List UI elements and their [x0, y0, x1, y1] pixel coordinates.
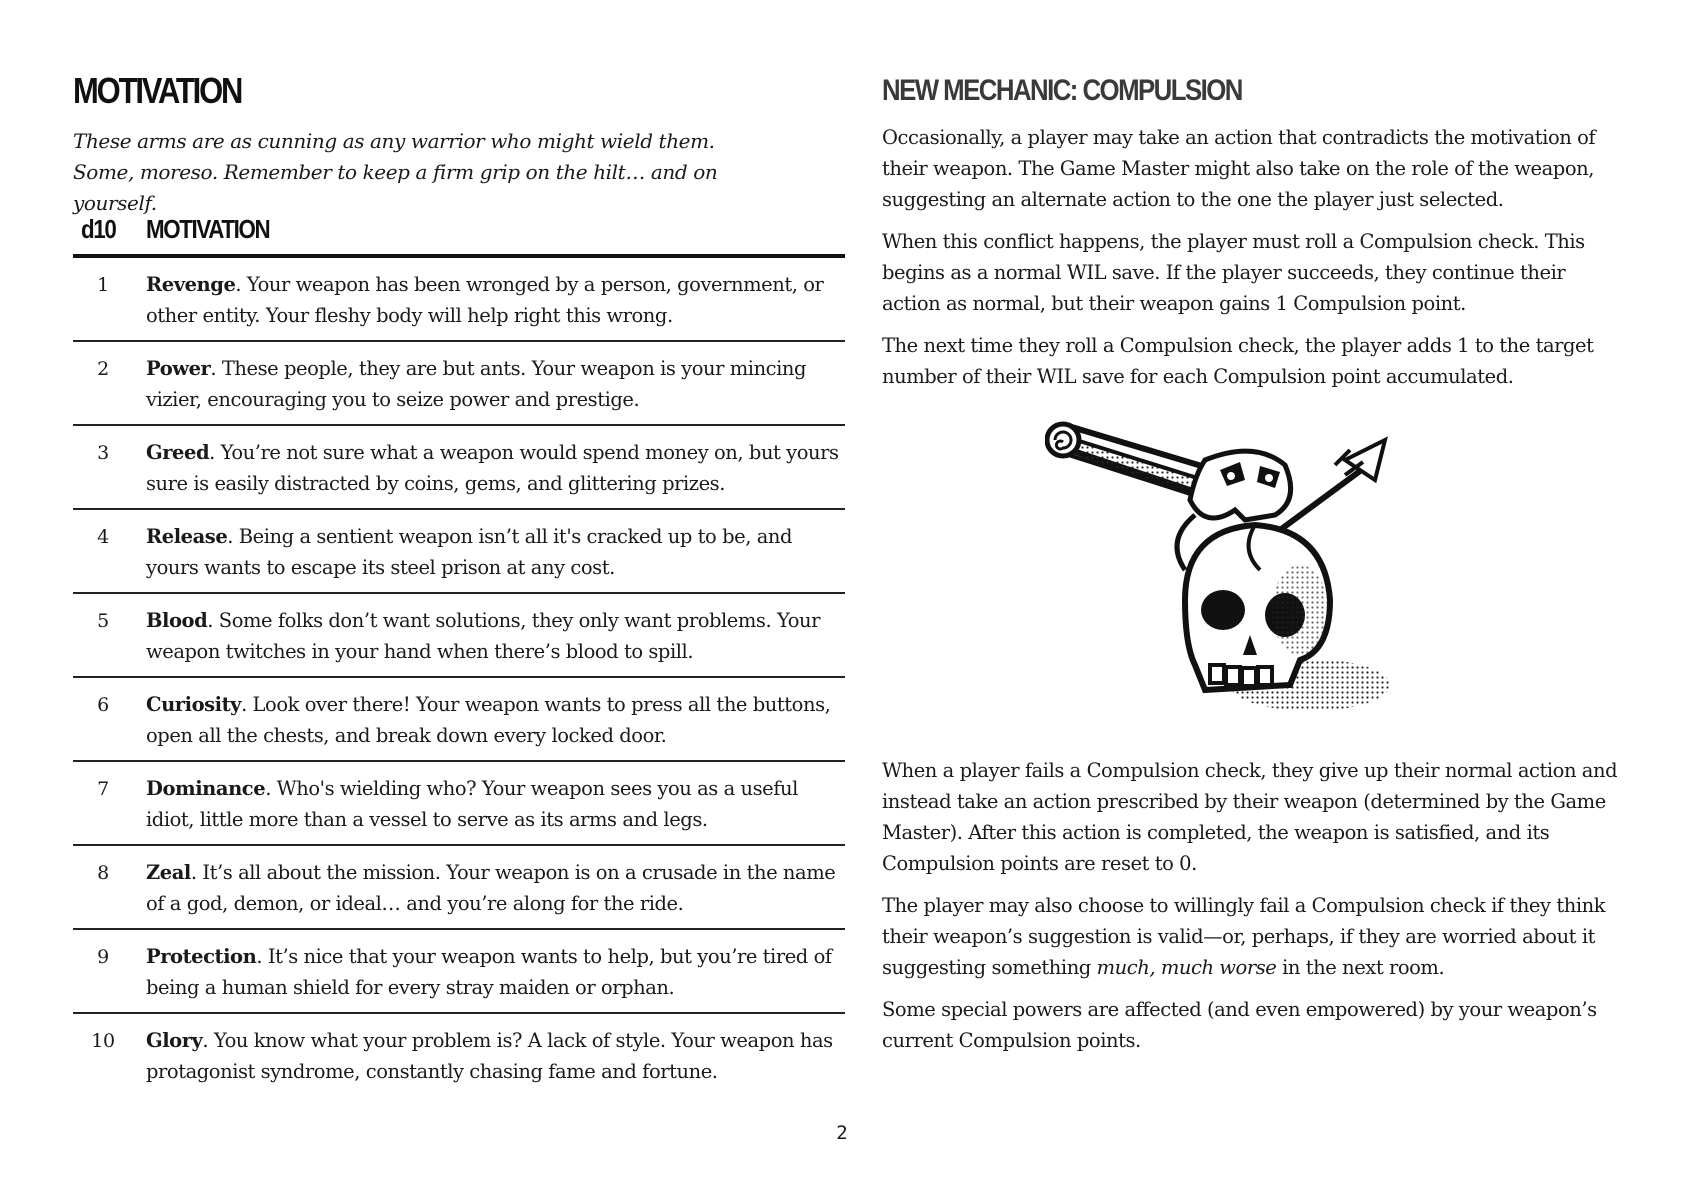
table-row	[73, 930, 845, 1014]
page-number: 2	[836, 1122, 848, 1144]
table-row	[73, 594, 845, 678]
table-row	[73, 510, 845, 594]
roll-number: 5	[97, 610, 109, 632]
motivation-column-header: MOTIVATION	[146, 214, 270, 244]
motivation-name: Release	[146, 525, 228, 548]
motivation-name: Dominance	[146, 777, 266, 800]
motivation-name: Zeal	[146, 861, 191, 884]
roll-number: 6	[97, 694, 109, 716]
intro-text: These arms are as cunning as any warrior who might wield them. Some, moreso. Remember to keep a firm grip on the hilt… and on yourself.	[73, 129, 718, 215]
motivation-description	[146, 437, 846, 499]
table-body	[73, 258, 845, 1098]
paragraph-text: in the next room.	[1276, 956, 1445, 979]
paragraph: When this conflict happens, the player must roll a Compulsion check. This begins as a normal WIL save. If the player succeeds, they continue their action as normal, but their weapon gains 1 Compulsion point.	[882, 230, 1585, 315]
table-row	[73, 678, 845, 762]
motivation-text: . Look over there! Your weapon wants to press all the buttons, open all the chests, and break down every locked door.	[146, 693, 831, 747]
skull-with-axe-and-arrow-icon	[1045, 420, 1445, 720]
emphasis-text: much, much worse	[1096, 956, 1277, 979]
table-row	[73, 762, 845, 846]
motivation-name: Curiosity	[146, 693, 242, 716]
motivation-description	[146, 1025, 846, 1087]
paragraph	[882, 890, 1627, 983]
motivation-name: Greed	[146, 441, 210, 464]
motivation-text: . Some folks don’t want solutions, they only want problems. Your weapon twitches in your hand when there’s blood to spill.	[146, 609, 820, 663]
motivation-table	[73, 208, 845, 1098]
motivation-name: Revenge	[146, 273, 236, 296]
table-row	[73, 258, 845, 342]
roll-number: 7	[97, 778, 109, 800]
motivation-text: . Being a sentient weapon isn’t all it's cracked up to be, and yours wants to escape its steel prison at any cost.	[146, 525, 793, 579]
motivation-description	[146, 605, 846, 667]
motivation-name: Protection	[146, 945, 257, 968]
roll-number: 9	[97, 946, 109, 968]
table-row	[73, 426, 845, 510]
paragraph-text: The player may also choose to willingly fail a Compulsion check if they think their weapon’s suggestion is valid—or, perhaps, if they are worried about it suggesting something	[882, 894, 1606, 979]
section-title: NEW MECHANIC: COMPULSION	[882, 74, 1242, 107]
roll-number: 10	[91, 1030, 115, 1052]
table-row	[73, 1014, 845, 1098]
roll-number: 8	[97, 862, 109, 884]
paragraph: Some special powers are affected (and even empowered) by your weapon’s current Compulsion points.	[882, 998, 1597, 1052]
paragraph: Occasionally, a player may take an action that contradicts the motivation of their weapon. The Game Master might also take on the role of the weapon, suggesting an alternate action to the one the player just selected.	[882, 126, 1596, 211]
motivation-description	[146, 689, 846, 751]
motivation-text: . It’s all about the mission. Your weapon is on a crusade in the name of a god, demon, or ideal… and you’re along for the ride.	[146, 861, 836, 915]
paragraph: The next time they roll a Compulsion check, the player adds 1 to the target number of their WIL save for each Compulsion point accumulated.	[882, 334, 1594, 388]
motivation-name: Power	[146, 357, 211, 380]
page-title: MOTIVATION	[73, 70, 242, 111]
table-row	[73, 846, 845, 930]
motivation-text: . You know what your problem is? A lack of style. Your weapon has protagonist syndrome, constantly chasing fame and fortune.	[146, 1029, 833, 1083]
roll-number: 2	[97, 358, 109, 380]
roll-number: 1	[97, 274, 109, 296]
motivation-description	[146, 353, 846, 415]
motivation-text: . It’s nice that your weapon wants to help, but you’re tired of being a human shield for every stray maiden or orphan.	[146, 945, 832, 999]
motivation-description	[146, 857, 846, 919]
roll-number: 3	[97, 442, 109, 464]
motivation-description	[146, 941, 846, 1003]
motivation-description	[146, 521, 846, 583]
motivation-text: . Who's wielding who? Your weapon sees you as a useful idiot, little more than a vessel to serve as its arms and legs.	[146, 777, 798, 831]
die-column-header: d10	[81, 214, 116, 244]
roll-number: 4	[97, 526, 109, 548]
motivation-text: . You’re not sure what a weapon would spend money on, but yours sure is easily distracted by coins, gems, and glittering prizes.	[146, 441, 839, 495]
motivation-description	[146, 773, 846, 835]
motivation-name: Glory	[146, 1029, 203, 1052]
motivation-text: . Your weapon has been wronged by a person, government, or other entity. Your fleshy body will help right this wrong.	[146, 273, 824, 327]
motivation-text: . These people, they are but ants. Your weapon is your mincing vizier, encouraging you to seize power and prestige.	[146, 357, 807, 411]
table-header	[73, 208, 845, 258]
motivation-name: Blood	[146, 609, 208, 632]
motivation-description	[146, 269, 846, 331]
table-row	[73, 342, 845, 426]
paragraph: When a player fails a Compulsion check, they give up their normal action and instead take an action prescribed by their weapon (determined by the Game Master). After this action is completed, the weapon is satisfied, and its Compulsion points are reset to 0.	[882, 759, 1618, 875]
